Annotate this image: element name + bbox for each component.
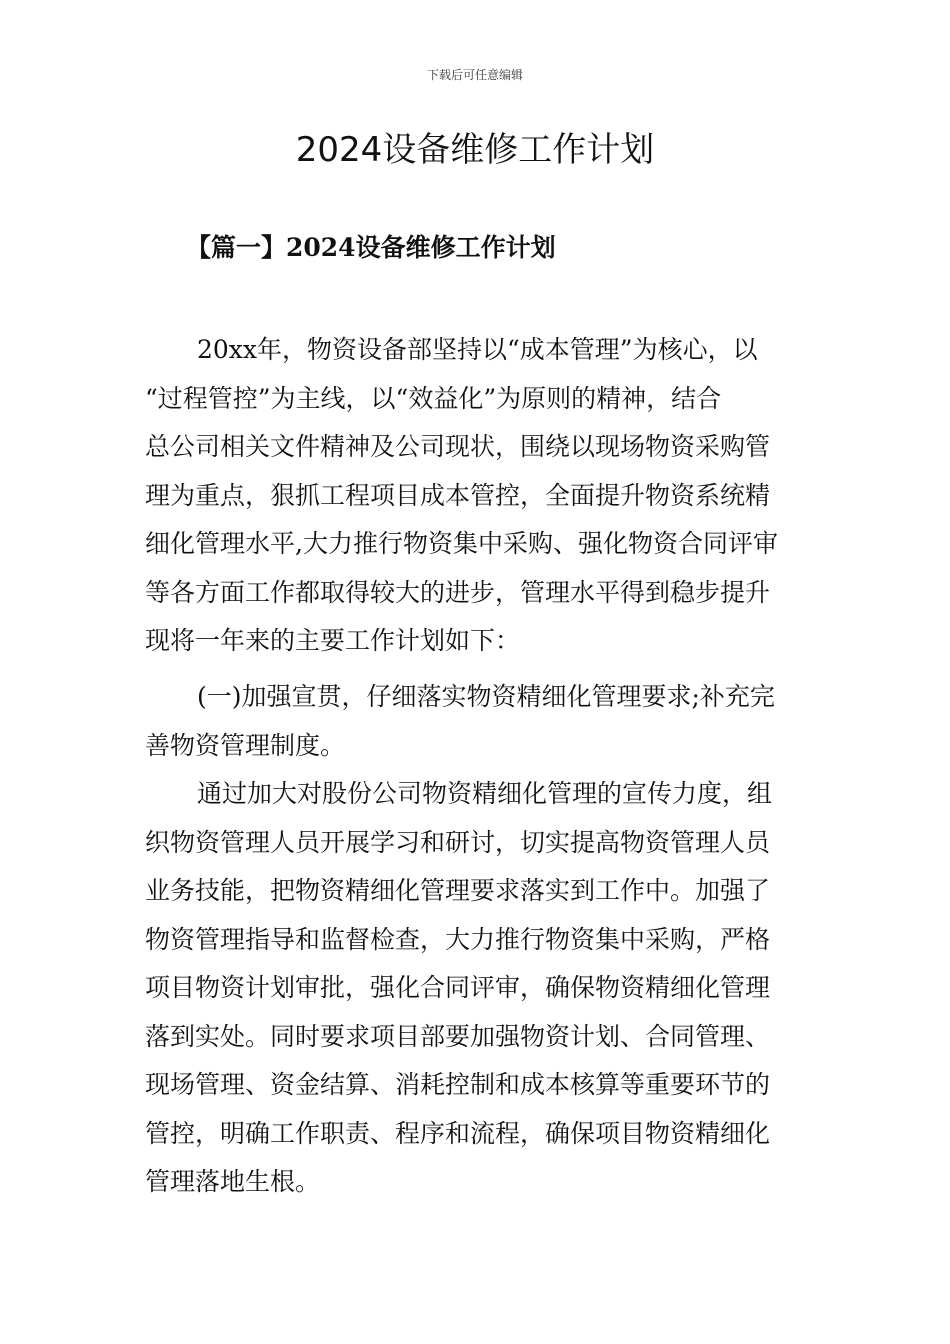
paragraph-line: 业务技能，把物资精细化管理要求落实到工作中。加强了	[145, 876, 771, 905]
paragraph-body	[145, 770, 810, 1207]
paragraph-line: “过程管控”为主线，以“效益化”为原则的精神，结合	[145, 383, 722, 413]
paragraph-intro	[145, 326, 810, 666]
paragraph-subheading	[145, 673, 810, 770]
section-heading: 【篇一】2024设备维修工作计划	[186, 233, 556, 262]
paragraph-line: 善物资管理制度。	[145, 730, 346, 760]
paragraph-line: (一)加强宣贯，仔细落实物资精细化管理要求;补充完	[197, 682, 775, 711]
paragraph-line: 织物资管理人员开展学习和研讨，切实提高物资管理人员	[145, 827, 771, 857]
paragraph-line: 细化管理水平,大力推行物资集中采购、强化物资合同评审	[145, 529, 778, 558]
paragraph-line: 现场管理、资金结算、消耗控制和成本核算等重要环节的	[145, 1070, 771, 1099]
paragraph-line: 通过加大对股份公司物资精细化管理的宣传力度，组	[197, 779, 773, 808]
paragraph-line: 等各方面工作都取得较大的进步，管理水平得到稳步提升	[145, 577, 771, 607]
paragraph-line: 管控，明确工作职责、程序和流程，确保项目物资精细化	[145, 1118, 771, 1148]
document-title: 2024设备维修工作计划	[295, 130, 655, 170]
paragraph-line: 物资管理指导和监督检查，大力推行物资集中采购，严格	[145, 924, 771, 954]
paragraph-line: 项目物资计划审批，强化合同评审，确保物资精细化管理	[145, 973, 771, 1002]
header-note: 下载后可任意编辑	[426, 68, 523, 82]
paragraph-line: 落到实处。同时要求项目部要加强物资计划、合同管理、	[145, 1021, 771, 1051]
paragraph-line: 现将一年来的主要工作计划如下：	[145, 626, 521, 655]
paragraph-line: 理为重点，狠抓工程项目成本管控，全面提升物资系统精	[145, 480, 771, 510]
paragraph-line: 20xx年，物资设备部坚持以“成本管理”为核心，以	[197, 335, 758, 364]
paragraph-line: 管理落地生根。	[145, 1167, 321, 1196]
paragraph-line: 总公司相关文件精神及公司现状，围绕以现场物资采购管	[145, 432, 771, 461]
